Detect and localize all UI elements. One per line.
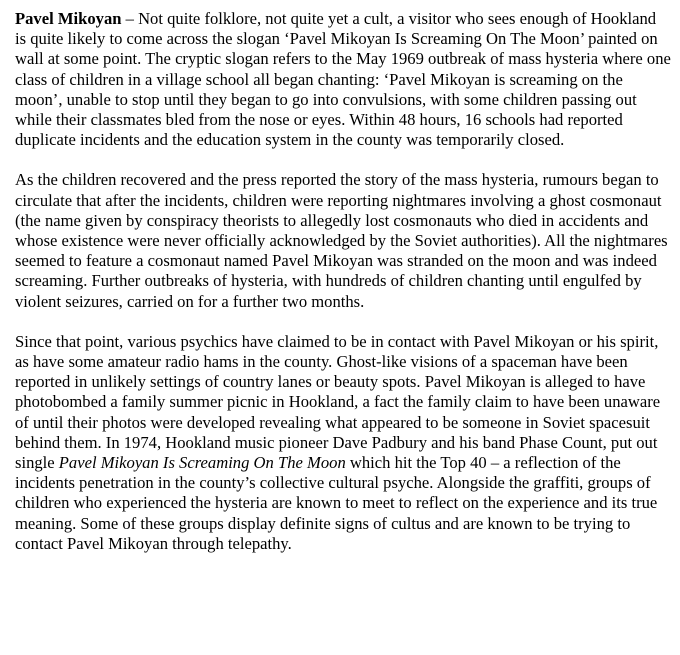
- paragraph-intro: [15, 9, 671, 150]
- entry-term: Pavel Mikoyan: [15, 9, 122, 28]
- paragraph-aftermath-text-before: Since that point, various psychics have claimed to be in contact with Pavel Mikoyan or his spirit, as have some amateur radio hams in the county. Ghost-like visions of a spaceman have been reported in unlikely settings of country lanes or beauty spots. Pavel Mikoyan is alleged to have photobombed a family summer picnic in Hookland, a fact the family claim to have been unaware of until their photos were developed revealing what appeared to be someone in Soviet spacesuit behind them. In 1974, Hookland music pioneer Dave Padbury and his band Phase Count, put out single: [15, 331, 661, 473]
- paragraph-nightmares-text: As the children recovered and the press reported the story of the mass hysteria, rumours began to circulate that after the incidents, children were reporting nightmares involving a ghost cosmonaut (the name given by conspiracy theorists to allegedly lost cosmonauts who died in accidents and whose existence were never officially acknowledged by the Soviet authorities). All the nightmares seemed to feature a cosmonaut named Pavel Mikoyan was stranded on the moon and was indeed screaming. Further outbreaks of hysteria, with hundreds of children chanting until engulfed by violent seizures, carried on for a further two months.: [15, 170, 668, 311]
- paragraph-nightmares: [15, 170, 671, 311]
- paragraph-intro-text: – Not quite folklore, not quite yet a cult, a visitor who sees enough of Hookland is quite likely to come across the slogan ‘Pavel Mikoyan Is Screaming On The Moon’ painted on wall at some point. The cryptic slogan refers to the May 1969 outbreak of mass hysteria where one class of children in a village school all began chanting: ‘Pavel Mikoyan is screaming on the moon’, unable to stop until they began to go into convulsions, with some children passing out while their classmates bled from the nose or eyes. Within 48 hours, 16 schools had reported duplicate incidents and the education system in the county was temporarily closed.: [15, 9, 671, 150]
- paragraph-aftermath: [15, 332, 671, 554]
- document-body: [15, 9, 671, 574]
- paragraph-aftermath-text-after: which hit the Top 40 – a reflection of the incidents penetration in the county’s collective cultural psyche. Alongside the graffiti, groups of children who experienced the hysteria are known to meet to reflect on the experience and its true meaning. Some of these groups display definite signs of cultus and are known to be trying to contact Pavel Mikoyan through telepathy.: [15, 453, 658, 553]
- song-title: Pavel Mikoyan Is Screaming On The Moon: [58, 453, 346, 473]
